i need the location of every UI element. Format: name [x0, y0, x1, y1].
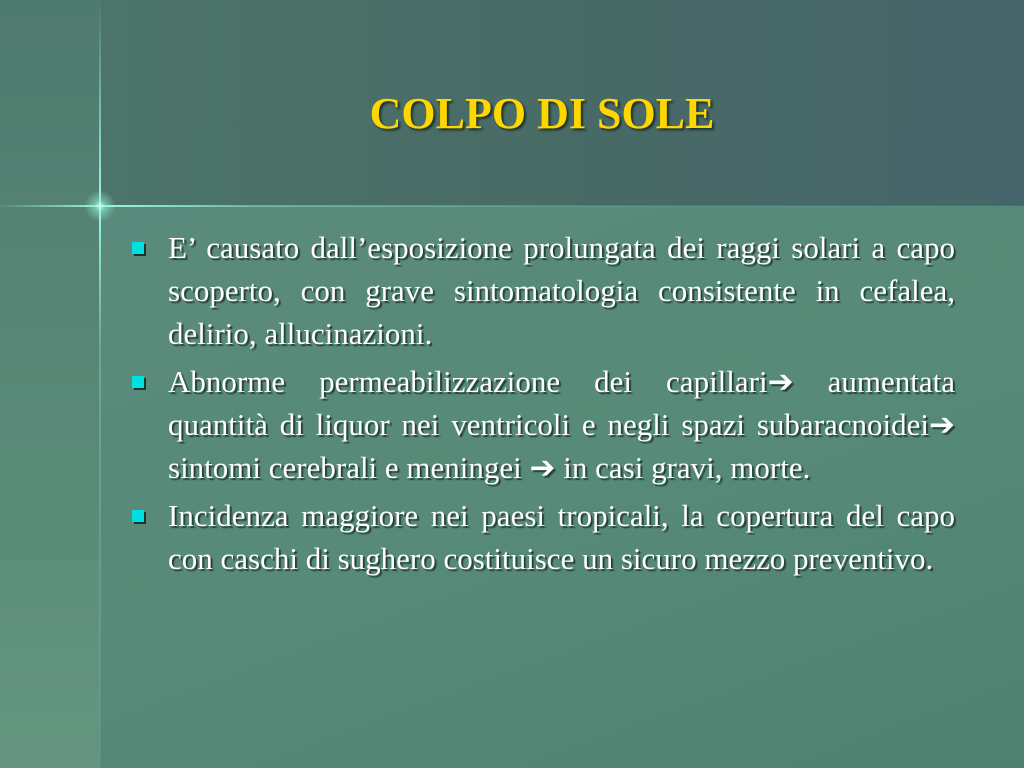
- slide-title: COLPO DI SOLE: [369, 89, 715, 138]
- square-bullet-icon: [132, 376, 144, 388]
- bullet-text: E’ causato dall’esposizione prolungata dei raggi solari a capo scoperto, con grave sintomatologia consistente in cefalea, delirio, allucinazioni.: [168, 230, 955, 351]
- bullet-list: [130, 226, 955, 585]
- bullet-item: [130, 226, 955, 355]
- square-bullet-icon: [132, 242, 144, 254]
- bullet-item: [130, 360, 955, 489]
- bullet-text: Incidenza maggiore nei paesi tropicali, la copertura del capo con caschi di sughero costituisce un sicuro mezzo preventivo.: [168, 498, 955, 576]
- bullet-item: [130, 494, 955, 580]
- bottom-left-panel: [0, 560, 100, 768]
- bullet-text: Abnorme permeabilizzazione dei capillari➔ aumentata quantità di liquor nei ventricoli e negli spazi subaracnoidei➔ sintomi cerebrali e meningei ➔ in casi gravi, morte.: [168, 364, 955, 485]
- horizontal-light-line: [0, 205, 1024, 207]
- square-bullet-icon: [132, 510, 144, 522]
- sparkle-icon: [84, 190, 116, 222]
